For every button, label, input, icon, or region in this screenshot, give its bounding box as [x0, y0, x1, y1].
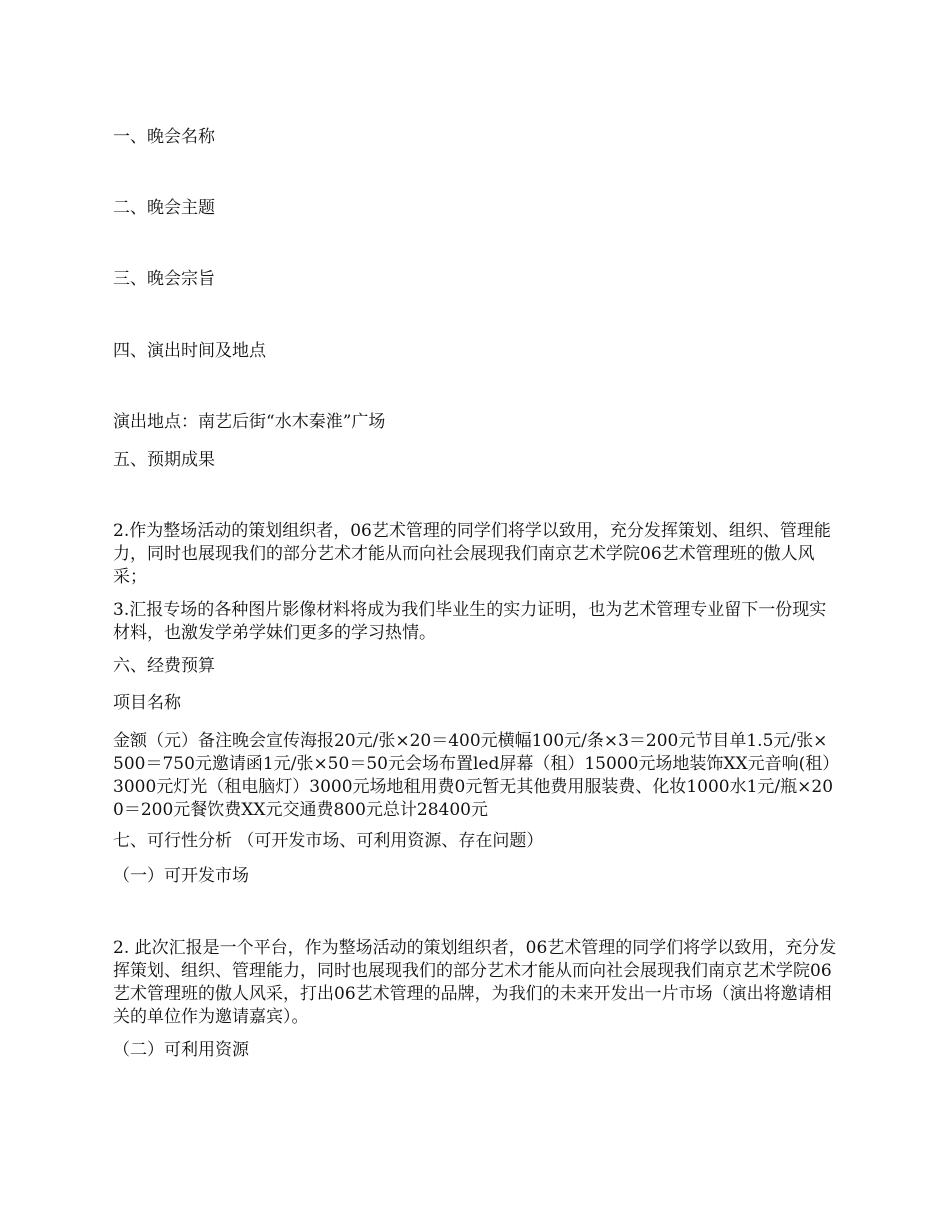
subheading-market: （一）可开发市场 — [113, 866, 249, 886]
budget-label: 项目名称 — [113, 693, 181, 713]
outcome-paragraph-2: 2.作为整场活动的策划组织者，06艺术管理的同学们将学以致用，充分发挥策划、组织、管理能力，同时也展现我们的部分艺术才能从而向社会展现我们南京艺术学院06艺术管理班的傲人风采； — [113, 521, 831, 587]
outcome-paragraph-3: 3.汇报专场的各种图片影像材料将成为我们毕业生的实力证明，也为艺术管理专业留下一份现实材料，也激发学弟学妹们更多的学习热情。 — [113, 600, 827, 643]
budget-detail-paragraph: 金额（元）备注晚会宣传海报20元/张×20＝400元横幅100元/条×3＝200元节目单1.5元/张×500＝750元邀请函1元/张×50＝50元会场布置led屏幕（租）15000元场地装饰XX元音响(租）3000元灯光（租电脑灯）3000元场地租用费0元暂无其他费用服装费、化妆1000水1元/瓶×200＝200元餐饮费XX元交通费800元总计28400元 — [113, 731, 834, 820]
heading-expected-results: 五、预期成果 — [113, 450, 215, 470]
venue-text: 演出地点：南艺后街“水木秦淮”广场 — [113, 412, 386, 432]
heading-evening-purpose: 三、晚会宗旨 — [113, 269, 215, 289]
market-paragraph-2: 2. 此次汇报是一个平台，作为整场活动的策划组织者，06艺术管理的同学们将学以致用，充分发挥策划、组织、管理能力，同时也展现我们的部分艺术才能从而向社会展现我们南京艺术学院06艺术管理班的傲人风采，打出06艺术管理的品牌，为我们的未来开发出一片市场（演出将邀请相关的单位作为邀请嘉宾）。 — [113, 938, 837, 1027]
heading-time-and-place: 四、演出时间及地点 — [113, 341, 266, 361]
heading-budget: 六、经费预算 — [113, 656, 215, 676]
heading-evening-theme: 二、晚会主题 — [113, 198, 215, 218]
heading-evening-name: 一、晚会名称 — [113, 127, 215, 147]
heading-feasibility: 七、可行性分析 （可开发市场、可利用资源、存在问题） — [113, 831, 544, 851]
subheading-resources: （二）可利用资源 — [113, 1040, 249, 1060]
